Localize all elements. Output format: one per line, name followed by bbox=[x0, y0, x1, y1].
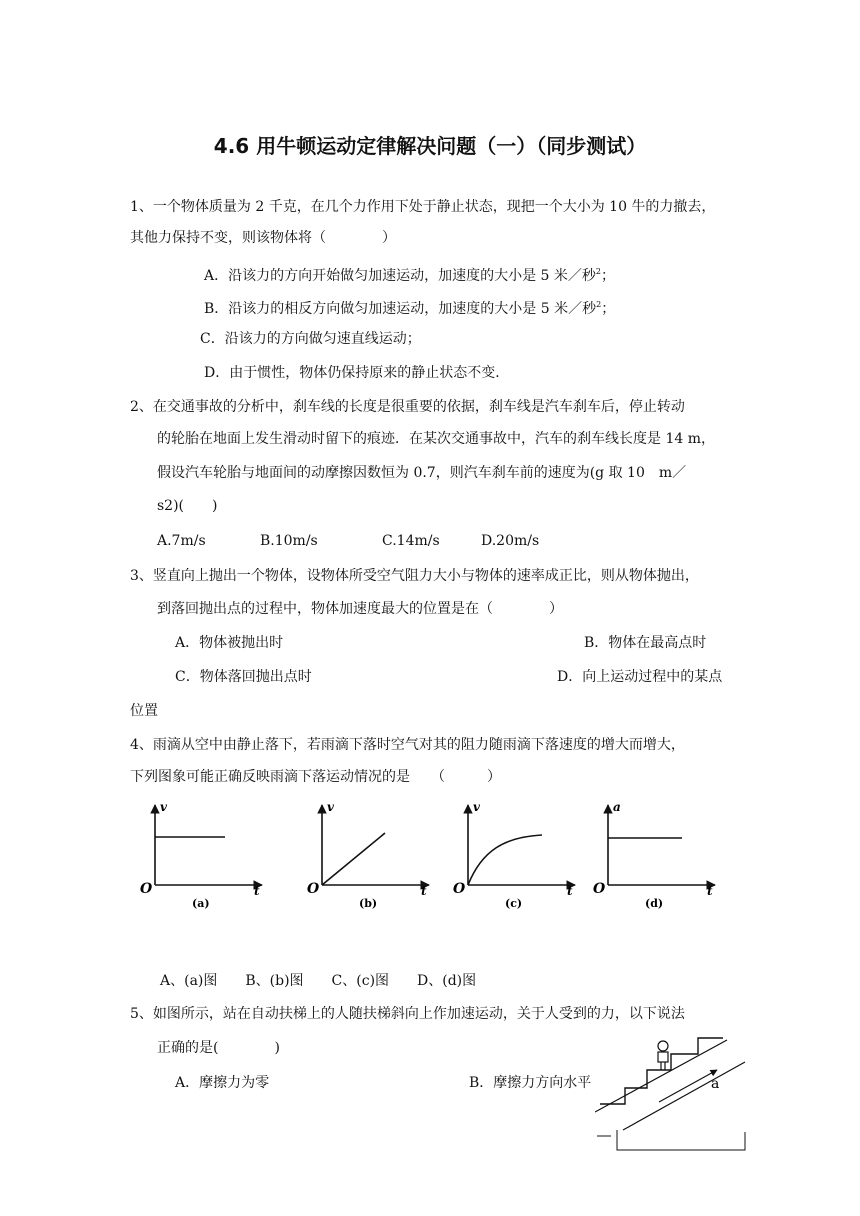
graph-b-x-label: t bbox=[421, 884, 427, 898]
q5-option-a: A．摩擦力为零 bbox=[175, 1075, 270, 1091]
figure-frame bbox=[617, 1130, 745, 1150]
q3-line1: 3、竖直向上抛出一个物体，设物体所受空气阻力大小与物体的速率成正比，则从物体抛出， bbox=[130, 568, 699, 584]
q2-line3: 假设汽车轮胎与地面间的动摩擦因数恒为 0.7，则汽车刹车前的速度为(g 取 10 m／ bbox=[157, 465, 687, 481]
graph-d-y-label: a bbox=[613, 800, 621, 814]
q2-line1: 2、在交通事故的分析中，刹车线的长度是很重要的依据，刹车线是汽车刹车后，停止转动 bbox=[130, 399, 685, 415]
graph-b-caption: (b) bbox=[359, 897, 378, 910]
person-body bbox=[658, 1052, 668, 1062]
graph-d bbox=[593, 800, 715, 910]
graph-a-x-label: t bbox=[254, 884, 260, 898]
graph-c-caption: (c) bbox=[505, 897, 523, 910]
acceleration-label: a bbox=[711, 1076, 720, 1092]
escalator-figure bbox=[595, 1026, 755, 1154]
graph-d-origin: O bbox=[593, 881, 606, 897]
graph-a-caption: (a) bbox=[192, 897, 210, 910]
q3-option-b: B．物体在最高点时 bbox=[584, 635, 707, 651]
graph-c bbox=[453, 800, 575, 910]
q1-option-b-end: ； bbox=[601, 301, 616, 317]
q1-line1: 1、一个物体质量为 2 千克，在几个力作用下处于静止状态，现把一个大小为 10 牛的力撤去， bbox=[130, 199, 716, 215]
q2-line2: 的轮胎在地面上发生滑动时留下的痕迹．在某次交通事故中，汽车的刹车线长度是 14 m， bbox=[157, 431, 715, 447]
q4-answer-options: A、(a)图 B、(b)图 C、(c)图 D、(d)图 bbox=[160, 973, 477, 989]
q3-option-c: C．物体落回抛出点时 bbox=[175, 669, 312, 685]
q1-line2: 其他力保持不变，则该物体将（ ） bbox=[130, 230, 396, 246]
q3-option-a: A．物体被抛出时 bbox=[175, 635, 284, 651]
graph-b bbox=[307, 800, 429, 910]
graph-b-origin: O bbox=[307, 881, 320, 897]
graph-c-y-label: v bbox=[473, 800, 480, 814]
graph-d-x-label: t bbox=[707, 884, 713, 898]
q1-option-d: D．由于惯性，物体仍保持原来的静止状态不变． bbox=[204, 365, 510, 381]
q2-option-c: C.14m/s bbox=[382, 533, 440, 549]
q2-option-a: A.7m/s bbox=[157, 533, 206, 549]
escalator-base-line bbox=[623, 1062, 745, 1130]
q2-option-d: D.20m/s bbox=[481, 533, 540, 549]
q1-option-a-text: A．沿该力的方向开始做匀加速运动，加速度的大小是 5 米／秒 bbox=[204, 268, 596, 284]
q4-line2: 下列图象可能正确反映雨滴下落运动情况的是 （ ） bbox=[130, 769, 501, 785]
q1-option-a bbox=[204, 263, 615, 285]
q1-option-b-exponent: 2 bbox=[596, 300, 602, 309]
graph-d-caption: (d) bbox=[645, 897, 664, 910]
graph-c-x-label: t bbox=[567, 884, 573, 898]
q4-graphs-figure bbox=[130, 795, 730, 915]
escalator-steps bbox=[600, 1038, 723, 1104]
q5-line1: 5、如图所示，站在自动扶梯上的人随扶梯斜向上作加速运动，关于人受到的力，以下说法 bbox=[130, 1006, 685, 1022]
acceleration-arrow bbox=[659, 1070, 720, 1102]
graph-a-y-label: v bbox=[160, 800, 167, 814]
q3-line2: 到落回抛出点的过程中，物体加速度最大的位置是在（ ） bbox=[157, 601, 563, 617]
q1-option-b-text: B．沿该力的相反方向做匀加速运动，加速度的大小是 5 米／秒 bbox=[204, 301, 597, 317]
graph-c-origin: O bbox=[453, 881, 466, 897]
q1-option-b bbox=[204, 296, 615, 318]
q2-line4: s2)( ) bbox=[157, 498, 218, 514]
q5-line2: 正确的是( ) bbox=[157, 1040, 280, 1056]
graph-a-origin: O bbox=[140, 881, 153, 897]
q3-option-d: D．向上运动过程中的某点 bbox=[557, 669, 723, 685]
graph-b-curve bbox=[322, 833, 385, 885]
q1-option-a-exponent: 2 bbox=[595, 267, 602, 276]
q2-option-b: B.10m/s bbox=[260, 533, 318, 549]
graph-b-y-label: v bbox=[327, 800, 334, 814]
person-head bbox=[658, 1041, 668, 1051]
q3-option-d-continued: 位置 bbox=[130, 703, 158, 719]
graph-a bbox=[140, 800, 262, 910]
q4-line1: 4、雨滴从空中由静止落下，若雨滴下落时空气对其的阻力随雨滴下落速度的增大而增大， bbox=[130, 737, 685, 753]
q5-option-b: B．摩擦力方向水平 bbox=[469, 1075, 592, 1091]
q1-option-c: C．沿该力的方向做匀速直线运动； bbox=[200, 331, 421, 347]
graph-c-curve bbox=[468, 835, 542, 885]
q1-option-a-end: ； bbox=[601, 268, 616, 284]
page-title: 4.6 用牛顿运动定律解决问题（一）（同步测试） bbox=[213, 134, 647, 158]
